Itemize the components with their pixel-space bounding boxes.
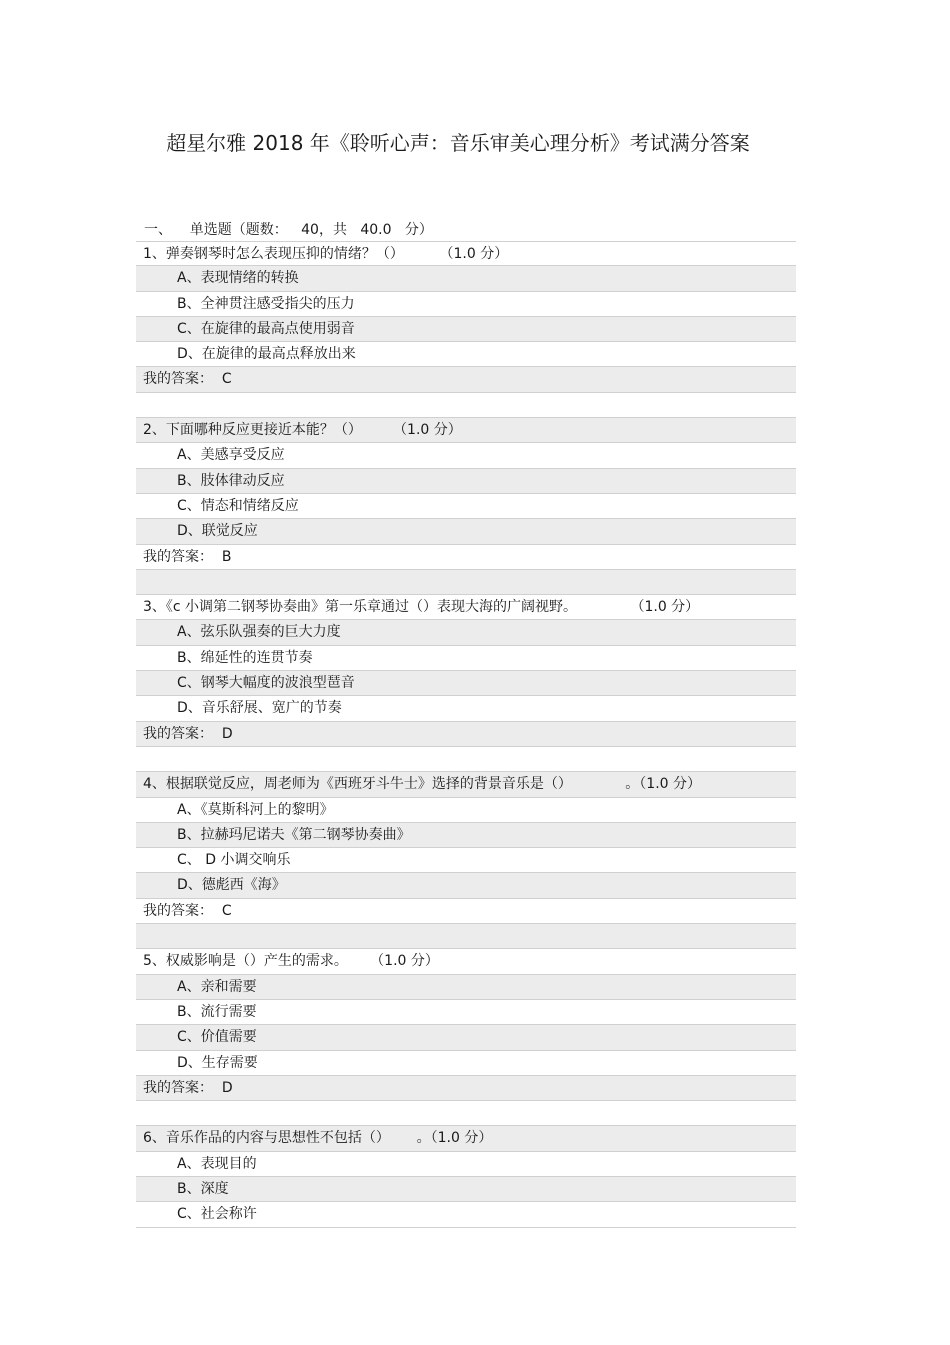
answer-option: C、在旋律的最高点使用弱音 <box>136 317 796 342</box>
spacer-row <box>136 1101 796 1126</box>
answer-option: C、社会称许 <box>136 1202 796 1227</box>
answer-option: D、音乐舒展、宽广的节奏 <box>136 696 796 721</box>
answer-option: A、弦乐队强奏的巨大力度 <box>136 620 796 645</box>
answer-option: B、全神贯注感受指尖的压力 <box>136 292 796 317</box>
spacer-row <box>136 747 796 772</box>
answer-option: B、深度 <box>136 1177 796 1202</box>
my-answer: 我的答案： B <box>136 545 796 570</box>
answer-option: D、德彪西《海》 <box>136 873 796 898</box>
answer-option: C、价值需要 <box>136 1025 796 1050</box>
answer-option: B、流行需要 <box>136 1000 796 1025</box>
answer-option: A、表现情绪的转换 <box>136 266 796 291</box>
spacer-row <box>136 924 796 949</box>
answer-option: A、亲和需要 <box>136 975 796 1000</box>
my-answer: 我的答案： D <box>136 1076 796 1101</box>
spacer-row <box>136 570 796 595</box>
answer-option: D、联觉反应 <box>136 519 796 544</box>
spacer-row <box>136 393 796 418</box>
page-title: 超星尔雅 2018 年《聆听心声：音乐审美心理分析》考试满分答案 <box>166 131 750 155</box>
question-sheet <box>136 241 796 1228</box>
my-answer: 我的答案： C <box>136 899 796 924</box>
section-header: 一、 单选题（题数： 40，共 40.0 分） <box>144 222 433 238</box>
question-stem: 4、根据联觉反应，周老师为《西班牙斗牛士》选择的背景音乐是（） 。（1.0 分） <box>136 772 796 797</box>
my-answer: 我的答案： D <box>136 722 796 747</box>
question-stem: 3、《c 小调第二钢琴协奏曲》第一乐章通过（）表现大海的广阔视野。 （1.0 分） <box>136 595 796 620</box>
answer-option: B、绵延性的连贯节奏 <box>136 646 796 671</box>
answer-option: C、情态和情绪反应 <box>136 494 796 519</box>
question-stem: 2、下面哪种反应更接近本能？（） （1.0 分） <box>136 418 796 443</box>
answer-option: D、生存需要 <box>136 1051 796 1076</box>
answer-option: A、美感享受反应 <box>136 443 796 468</box>
question-stem: 6、音乐作品的内容与思想性不包括（） 。（1.0 分） <box>136 1126 796 1151</box>
my-answer: 我的答案： C <box>136 367 796 392</box>
answer-option: D、在旋律的最高点释放出来 <box>136 342 796 367</box>
answer-option: C、 D 小调交响乐 <box>136 848 796 873</box>
answer-option: B、肢体律动反应 <box>136 469 796 494</box>
answer-option: B、拉赫玛尼诺夫《第二钢琴协奏曲》 <box>136 823 796 848</box>
answer-option: A、表现目的 <box>136 1152 796 1177</box>
question-stem: 1、弹奏钢琴时怎么表现压抑的情绪？（） （1.0 分） <box>136 241 796 266</box>
answer-option: A、《莫斯科河上的黎明》 <box>136 798 796 823</box>
question-stem: 5、权威影响是（）产生的需求。 （1.0 分） <box>136 949 796 974</box>
answer-option: C、钢琴大幅度的波浪型琶音 <box>136 671 796 696</box>
